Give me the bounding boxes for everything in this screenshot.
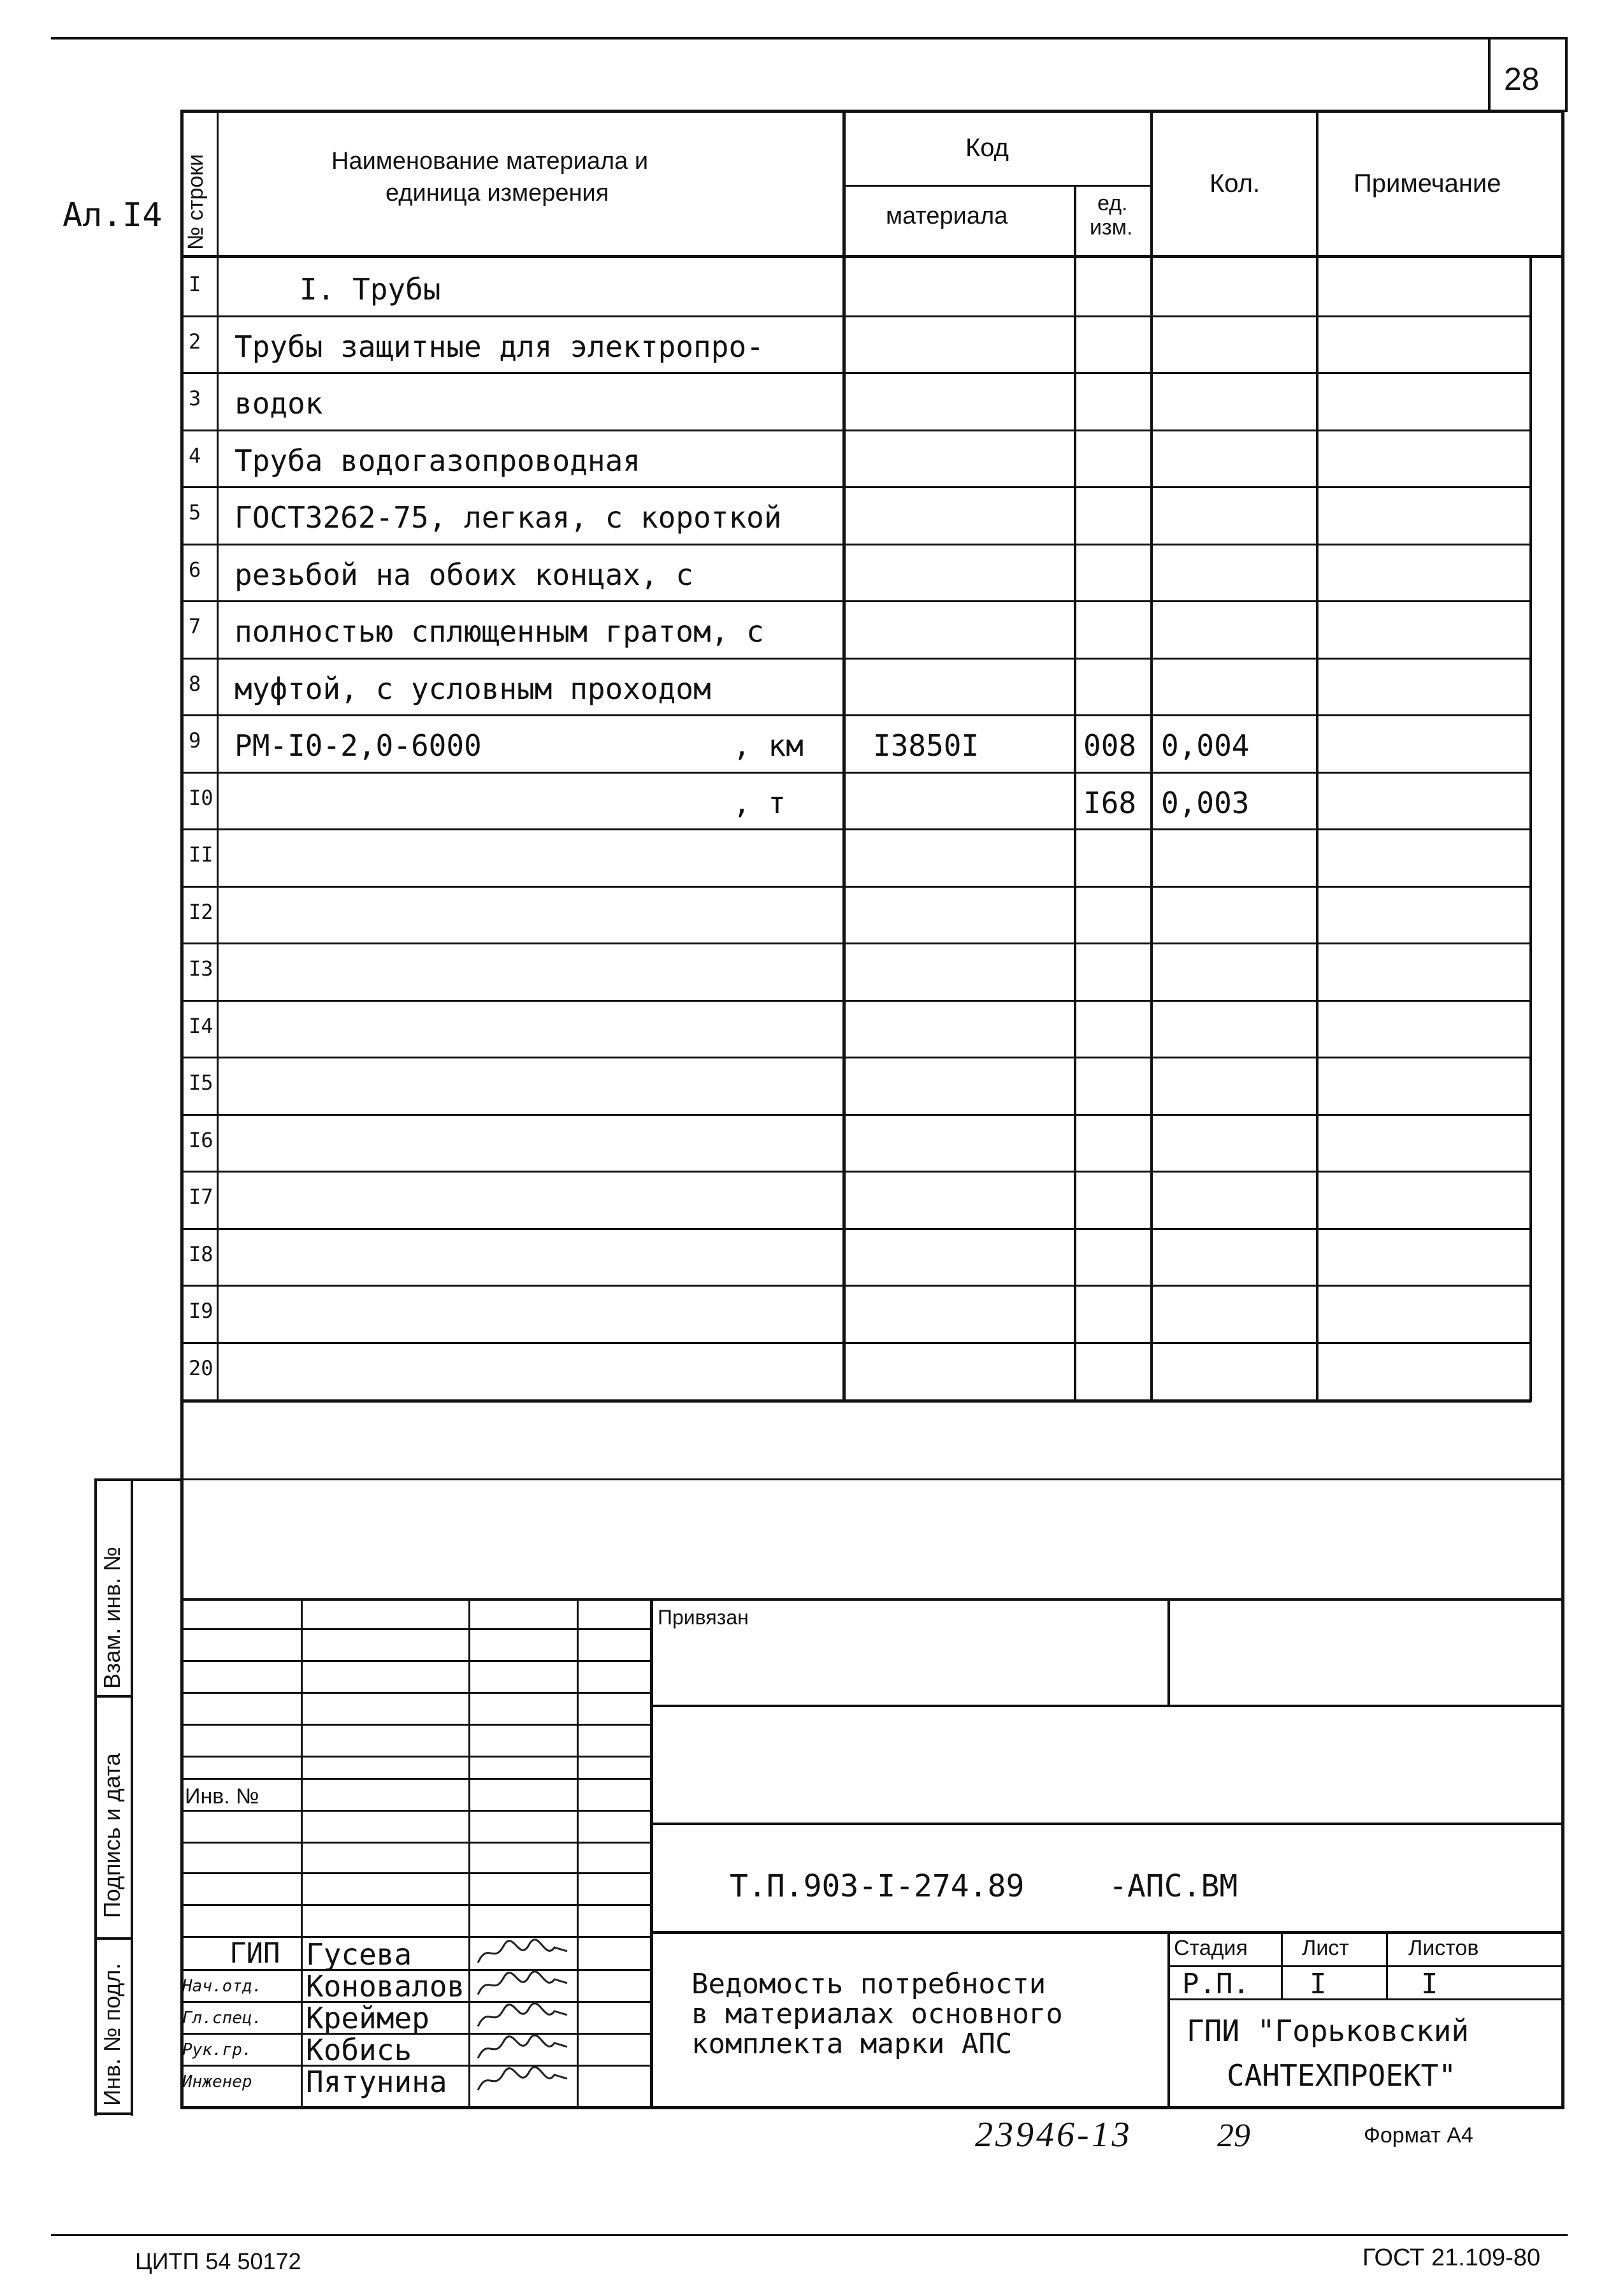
row-material-code: I3850I xyxy=(873,728,979,763)
row-number: 8 xyxy=(189,672,201,696)
header-name-line2: единица измерения xyxy=(386,180,609,206)
row-name: РМ-I0-2,0-6000 xyxy=(235,728,482,763)
row-number: 5 xyxy=(189,500,201,524)
signer-role: Гл.спец. xyxy=(182,2009,263,2028)
document-suffix: -АПС.ВМ xyxy=(1109,1868,1238,1904)
header-row-number: № строки xyxy=(184,154,208,250)
header-code-material: материала xyxy=(886,203,1008,229)
side-label-inv-podl: Инв. № подл. xyxy=(99,1963,125,2106)
row-number: I8 xyxy=(189,1242,213,1266)
row-number: I6 xyxy=(189,1128,213,1152)
row-name: Трубы защитные для электропро- xyxy=(235,329,764,364)
signer-role: Нач.отд. xyxy=(182,1977,263,1996)
header-code-unit-2: изм. xyxy=(1090,215,1133,240)
row-name: I. Трубы xyxy=(300,272,441,307)
row-number: I4 xyxy=(189,1014,213,1038)
row-name: ГОСТ3262-75, легкая, с короткой xyxy=(235,500,782,535)
row-number: I3 xyxy=(189,957,213,981)
row-unit-code: 008 xyxy=(1083,728,1137,763)
row-unit-suffix: , км xyxy=(733,728,804,763)
row-name: водок xyxy=(235,386,323,421)
sheet-reference: Ал.I4 xyxy=(62,196,163,235)
title-line3: комплекта марки АПС xyxy=(691,2028,1013,2060)
row-number: I9 xyxy=(189,1299,213,1323)
header-bottom xyxy=(180,255,1564,258)
footer-right: ГОСТ 21.109-80 xyxy=(1362,2244,1541,2271)
frame-right xyxy=(1561,110,1564,2107)
title-line1: Ведомость потребности xyxy=(691,1968,1046,2000)
sheet-label: Лист xyxy=(1302,1936,1349,1960)
row-number: 9 xyxy=(189,728,201,753)
stage-value: Р.П. xyxy=(1182,1968,1250,2000)
sheet-value: I xyxy=(1310,1968,1327,2000)
signature-scribble xyxy=(475,1939,570,1968)
bottom-rule xyxy=(51,2234,1568,2236)
row-number: 20 xyxy=(189,1356,213,1380)
signer-name: Креймер xyxy=(306,2001,430,2035)
format-label: Формат А4 xyxy=(1364,2123,1473,2148)
inv-no-label: Инв. № xyxy=(185,1784,259,1809)
signer-name: Гусева xyxy=(306,1937,412,1972)
header-name-line1: Наименование материала и xyxy=(331,148,649,175)
footer-left: ЦИТП 54 50172 xyxy=(135,2248,301,2274)
row-number: I7 xyxy=(189,1185,213,1209)
frame-top xyxy=(180,110,1564,113)
signature-scribble xyxy=(475,1970,570,2000)
row-name: резьбой на обоих концах, с xyxy=(235,558,694,592)
row-name: муфтой, с условным проходом xyxy=(235,672,711,706)
row-number: I5 xyxy=(189,1071,213,1095)
row-name: полностью сплющенным гратом, с xyxy=(235,614,764,649)
row-unit-suffix: , т xyxy=(733,786,786,820)
row-unit-code: I68 xyxy=(1083,786,1137,820)
archive-page: 29 xyxy=(1217,2118,1250,2154)
row-number: 7 xyxy=(189,614,201,639)
header-quantity: Кол. xyxy=(1210,170,1260,198)
row-number: 3 xyxy=(189,386,201,410)
row-number: II xyxy=(189,842,213,867)
header-code-unit-1: ед. xyxy=(1097,191,1128,215)
signer-role: Рук.гр. xyxy=(182,2040,252,2060)
sheets-value: I xyxy=(1421,1968,1438,2000)
row-number: 6 xyxy=(189,558,201,582)
signer-name: Кобись xyxy=(306,2033,412,2067)
signature-scribble xyxy=(475,2002,570,2032)
row-number: I2 xyxy=(189,900,213,924)
header-code: Код xyxy=(965,134,1009,162)
signature-scribble xyxy=(475,2034,570,2063)
row-name: Труба водогазопроводная xyxy=(235,444,640,478)
sheets-label: Листов xyxy=(1408,1936,1479,1960)
title-line2: в материалах основного xyxy=(691,1998,1063,2030)
signature-scribble xyxy=(475,2066,570,2095)
signer-role: Инженер xyxy=(182,2072,252,2091)
organization-line1: ГПИ "Горьковский xyxy=(1187,2014,1470,2048)
frame-left xyxy=(180,110,184,2107)
archive-number: 23946-13 xyxy=(975,2115,1132,2155)
organization-line2: САНТЕХПРОЕКТ" xyxy=(1227,2058,1457,2093)
row-quantity: 0,004 xyxy=(1161,728,1250,763)
top-rule xyxy=(51,37,1568,40)
signer-role: ГИП xyxy=(229,1937,280,1970)
page-number: 28 xyxy=(1504,61,1540,97)
signer-name: Пятунина xyxy=(306,2065,447,2099)
row-number: 4 xyxy=(189,444,201,468)
side-label-podpis: Подпись и дата xyxy=(99,1753,125,1918)
signer-name: Коновалов xyxy=(306,1969,465,2004)
stage-label: Стадия xyxy=(1174,1936,1248,1960)
privyazan-label: Привязан xyxy=(658,1606,749,1629)
side-label-vzam: Взам. инв. № xyxy=(99,1546,125,1689)
row-quantity: 0,003 xyxy=(1161,786,1250,820)
document-code: Т.П.903-I-274.89 xyxy=(730,1868,1025,1904)
row-number: I0 xyxy=(189,786,213,810)
row-number: I xyxy=(189,272,201,296)
row-number: 2 xyxy=(189,329,201,354)
header-note: Примечание xyxy=(1354,170,1501,198)
table-bottom xyxy=(180,1399,1531,1403)
